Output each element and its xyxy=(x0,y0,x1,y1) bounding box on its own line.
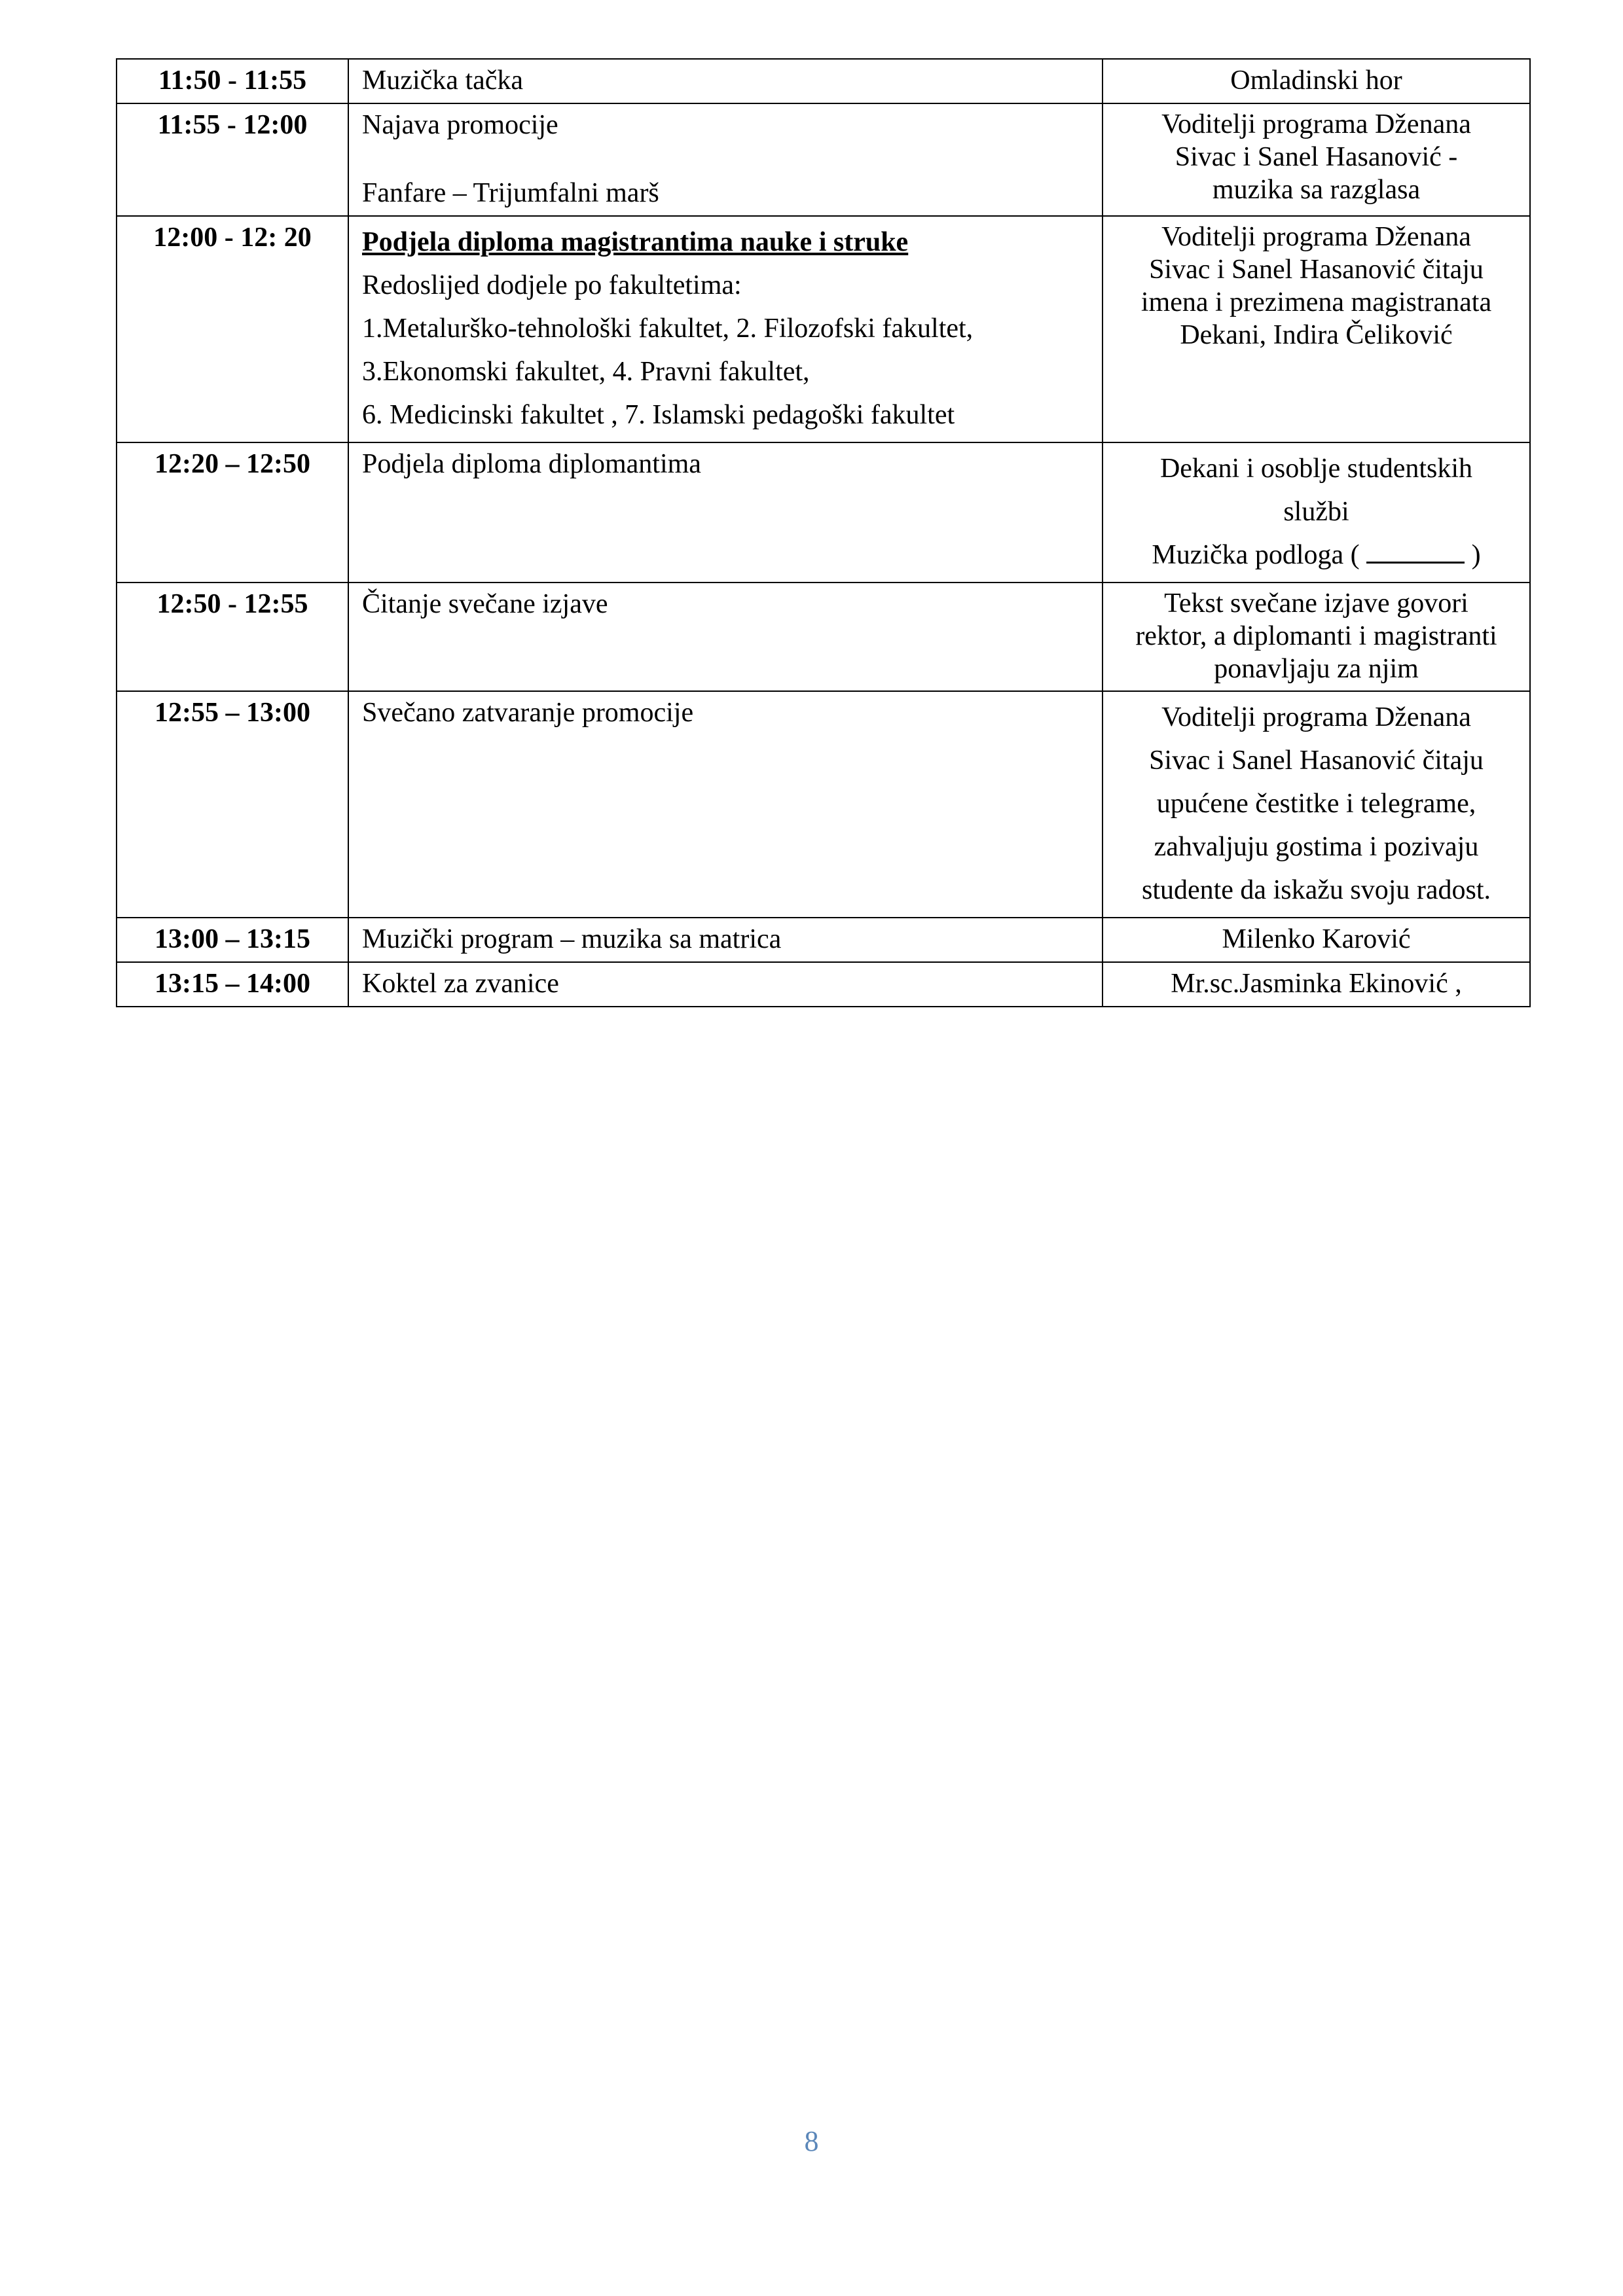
table-row xyxy=(117,216,1530,442)
responsible-cell: Omladinski hor xyxy=(1103,59,1530,103)
page-number: 8 xyxy=(804,2125,819,2157)
activity-cell: Muzička tačka xyxy=(348,59,1103,103)
time-cell: 13:15 – 14:00 xyxy=(117,962,348,1007)
table-row xyxy=(117,962,1530,1007)
responsible-line xyxy=(1116,533,1516,577)
table-row xyxy=(117,691,1530,918)
activity-line: 1.Metalurško-tehnološki fakultet, 2. Filozofski fakultet, xyxy=(362,314,974,344)
responsible-cell xyxy=(1103,103,1530,216)
time-cell: 11:55 - 12:00 xyxy=(117,103,348,216)
time-cell: 12:55 – 13:00 xyxy=(117,691,348,918)
responsible-line: studente da iskažu svoju radost. xyxy=(1141,875,1491,905)
activity-line: Najava promocije xyxy=(362,110,558,140)
responsible-cell xyxy=(1103,216,1530,442)
time-cell: 12:50 - 12:55 xyxy=(117,583,348,691)
responsible-line: muzika sa razglasa xyxy=(1212,175,1421,205)
activity-cell: Muzički program – muzika sa matrica xyxy=(348,918,1103,962)
time-cell: 13:00 – 13:15 xyxy=(117,918,348,962)
program-schedule-table xyxy=(116,58,1531,1007)
responsible-line: Dekani i osoblje studentskih xyxy=(1159,454,1473,484)
responsible-line: Tekst svečane izjave govori xyxy=(1164,588,1468,619)
music-label-close: ) xyxy=(1471,540,1481,570)
activity-cell: Podjela diploma diplomantima xyxy=(348,442,1103,583)
responsible-line: Voditelji programa Dženana xyxy=(1161,222,1471,252)
activity-heading: Podjela diploma magistrantima nauke i struke xyxy=(362,227,909,257)
table-row xyxy=(117,59,1530,103)
responsible-line: ponavljaju za njim xyxy=(1214,654,1419,684)
activity-cell: Svečano zatvaranje promocije xyxy=(348,691,1103,918)
responsible-cell: Mr.sc.Jasminka Ekinović , xyxy=(1103,962,1530,1007)
time-cell: 12:20 – 12:50 xyxy=(117,442,348,583)
responsible-cell xyxy=(1103,583,1530,691)
responsible-cell: Milenko Karović xyxy=(1103,918,1530,962)
activity-cell: Čitanje svečane izjave xyxy=(348,583,1103,691)
responsible-line: Sivac i Sanel Hasanović - xyxy=(1175,142,1458,172)
responsible-cell xyxy=(1103,442,1530,583)
responsible-line: zahvaljuju gostima i pozivaju xyxy=(1154,832,1479,862)
responsible-line: upućene čestitke i telegrame, xyxy=(1156,789,1476,819)
responsible-line: Voditelji programa Dženana xyxy=(1161,702,1471,732)
responsible-line: Dekani, Indira Čeliković xyxy=(1180,320,1453,350)
responsible-line: Sivac i Sanel Hasanović čitaju xyxy=(1149,745,1484,776)
responsible-line: rektor, a diplomanti i magistranti xyxy=(1135,621,1497,651)
activity-cell: Koktel za zvanice xyxy=(348,962,1103,1007)
table-row xyxy=(117,583,1530,691)
time-cell: 12:00 - 12: 20 xyxy=(117,216,348,442)
responsible-line: Voditelji programa Dženana xyxy=(1161,109,1471,139)
music-label: Muzička podloga ( xyxy=(1152,540,1360,570)
activity-cell xyxy=(348,103,1103,216)
table-row xyxy=(117,442,1530,583)
activity-line: 3.Ekonomski fakultet, 4. Pravni fakultet, xyxy=(362,357,810,387)
responsible-line: Sivac i Sanel Hasanović čitaju xyxy=(1149,255,1484,285)
responsible-cell xyxy=(1103,691,1530,918)
responsible-line: službi xyxy=(1283,497,1349,527)
activity-cell xyxy=(348,216,1103,442)
spacer xyxy=(362,142,1089,176)
table-row xyxy=(117,103,1530,216)
activity-line: Redoslijed dodjele po fakultetima: xyxy=(362,270,742,300)
activity-line: 6. Medicinski fakultet , 7. Islamski pedagoški fakultet xyxy=(362,400,955,430)
responsible-line: imena i prezimena magistranata xyxy=(1140,287,1492,317)
activity-line: Fanfare – Trijumfalni marš xyxy=(362,178,659,208)
time-cell: 11:50 - 11:55 xyxy=(117,59,348,103)
table-row xyxy=(117,918,1530,962)
blank-fill-line xyxy=(1366,537,1465,564)
